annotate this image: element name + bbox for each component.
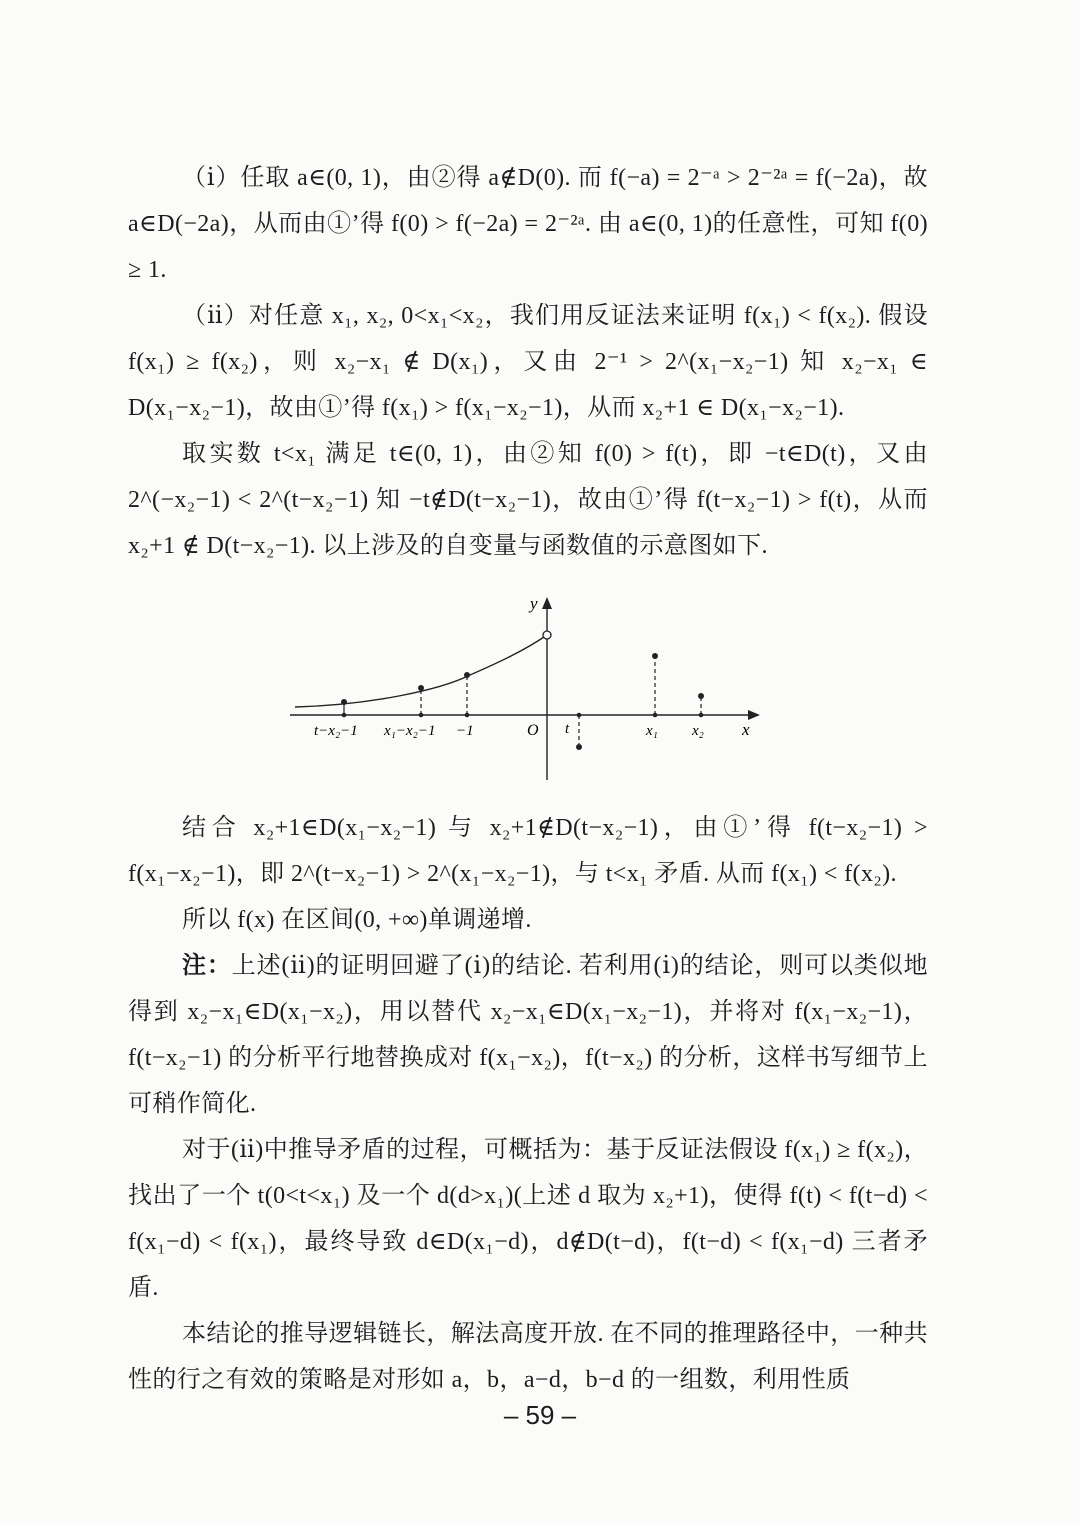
tick-x1 <box>653 713 658 718</box>
paragraph-strategy: 本结论的推导逻辑链长，解法高度开放. 在不同的推理路径中，一种共性的行之有效的策略是对形如 a，b，a−d，b−d 的一组数，利用性质 <box>128 1321 928 1393</box>
tick-label-x2: x₂ <box>692 723 704 739</box>
note-text: 上述(ⅱ)的证明回避了(ⅰ)的结论. 若利用(ⅰ)的结论，则可以类似地得到 x₂−x₁∈D(x₁−x₂)，用以替代 x₂−x₁∈D(x₁−x₂−1)，并将对 f(x₁−x₂−1)，f(t−x₂−1) 的分析平行地替换成对 f(x₁−x₂)，f(t−x₂) 的分析，这样书写细节上可稍作简化. <box>128 953 928 1117</box>
point-x1-x2-1 <box>418 685 424 691</box>
note-label: 注： <box>182 953 232 979</box>
paragraph-combine: 结合 x₂+1∈D(x₁−x₂−1) 与 x₂+1∉D(t−x₂−1)，由①’得 f(t−x₂−1) > f(x₁−x₂−1)，即 2^(t−x₂−1) > 2^(x₁−x₂−1)，与 t<x₁ 矛盾. 从而 f(x₁) < f(x₂). <box>128 815 928 887</box>
y-axis-arrow <box>542 597 552 609</box>
tick-x2 <box>699 713 704 718</box>
tick-label-minus-1: −1 <box>456 723 474 739</box>
tick-minus-1 <box>465 713 470 718</box>
x-axis-arrow <box>748 710 760 720</box>
tick-label-x1: x₁ <box>646 723 658 739</box>
paragraph-note <box>128 943 928 1127</box>
y-axis-label: y <box>530 594 538 613</box>
point-x2 <box>698 693 704 699</box>
paragraph-part-i: （ⅰ）任取 a∈(0, 1)，由②得 a∉D(0). 而 f(−a) = 2⁻ᵃ > 2⁻²ᵃ = f(−2a)，故 a∈D(−2a)，从而由①’得 f(0) > f(−2a) = 2⁻²ᵃ. 由 a∈(0, 1)的任意性，可知 f(0) ≥ 1. <box>128 165 928 283</box>
exponential-curve <box>295 635 547 707</box>
point-t-x2-1 <box>341 699 347 705</box>
paragraph-summary: 对于(ⅱ)中推导矛盾的过程，可概括为：基于反证法假设 f(x₁) ≥ f(x₂)，找出了一个 t(0<t<x₁) 及一个 d(d>x₁)(上述 d 取为 x₂+1)，使得 f(t) < f(t−d) < f(x₁−d) < f(x₁)，最终导致 d∈D(x₁−d)，d∉D(t−d)，f(t−d) < f(x₁−d) 三者矛盾. <box>128 1137 928 1301</box>
tick-t-x2-1 <box>342 713 347 718</box>
point-t <box>576 744 582 750</box>
open-point-at-origin <box>543 631 551 639</box>
tick-label-x1-x2-1: x₁−x₂−1 <box>384 723 436 739</box>
page-number: – 59 – <box>503 1400 577 1430</box>
x-axis-label: x <box>742 720 750 739</box>
paragraph-conclusion: 所以 f(x) 在区间(0, +∞)单调递增. <box>182 907 532 933</box>
tick-t <box>577 713 582 718</box>
point-x1 <box>652 653 658 659</box>
paragraph-choose-t: 取实数 t<x₁ 满足 t∈(0, 1)，由②知 f(0) > f(t)，即 −t∈D(t)，又由 2^(−x₂−1) < 2^(t−x₂−1) 知 −t∉D(t−x₂−1)，故由①’得 f(t−x₂−1) > f(t)，从而 x₂+1 ∉ D(t−x₂−1). 以上涉及的自变量与函数值的示意图如下. <box>128 441 928 559</box>
point-minus-1 <box>464 672 470 678</box>
tick-label-t: t <box>565 721 570 737</box>
function-sketch-figure <box>280 585 780 800</box>
tick-x1-x2-1 <box>419 713 424 718</box>
origin-label: O <box>527 722 539 739</box>
paragraph-part-ii: （ⅱ）对任意 x₁, x₂, 0<x₁<x₂，我们用反证法来证明 f(x₁) < f(x₂). 假设 f(x₁) ≥ f(x₂)，则 x₂−x₁ ∉ D(x₁)，又由 2⁻¹ > 2^(x₁−x₂−1) 知 x₂−x₁ ∈ D(x₁−x₂−1)，故由①’得 f(x₁) > f(x₁−x₂−1)，从而 x₂+1 ∈ D(x₁−x₂−1). <box>128 303 928 421</box>
tick-label-t-x2-1: t−x₂−1 <box>314 723 358 739</box>
